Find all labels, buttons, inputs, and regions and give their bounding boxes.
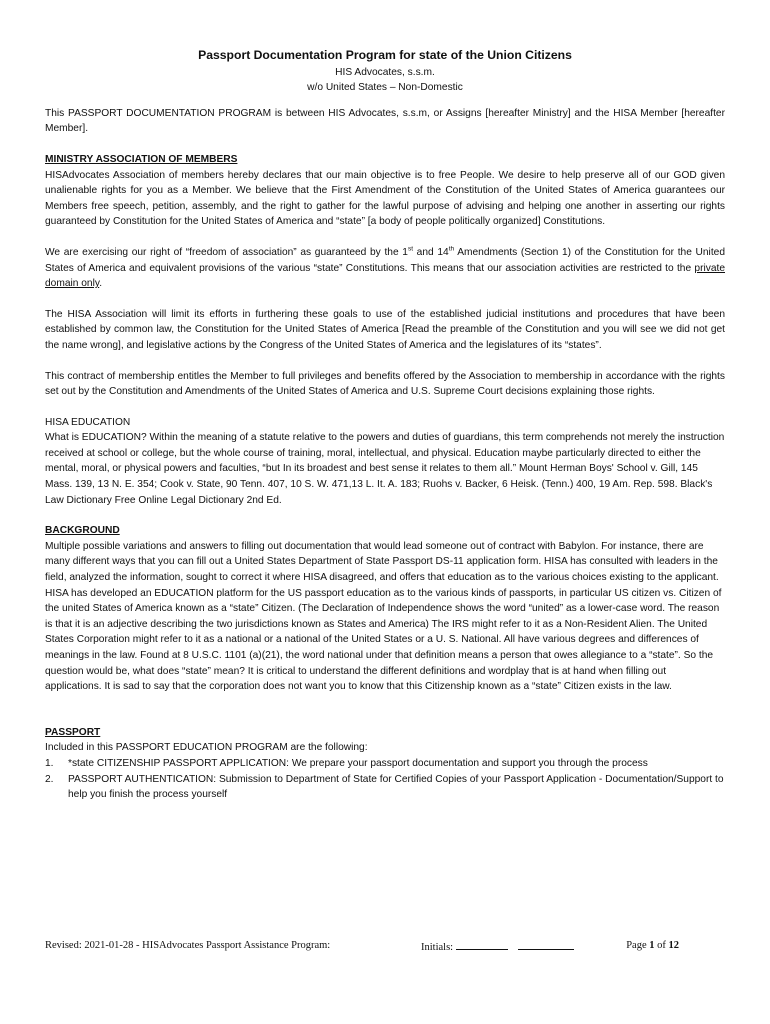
background-paragraph: Multiple possible variations and answers to filling out documentation that would lead someone out of contract with Babylon. For instance, there are many different ways that you can fill out a United States Department of State Passport DS-11 application form. HISA has consulted with leaders in the field, analyzed the information, sought to correct it where HISA disagreed, and offers that education as to the various choices existing to the applicant. HISA has developed an EDUCATION platform for the US passport education as to the various kinds of passports, in particular US citizen vs. Citizen of the united States of America known as a “state” Citizen. (The Declaration of Independence shows the word “united” as a lower-case word. The reason is that it is an adjective describing the two jurisdictions known as States and America) The IRS might refer to it as a Non-Resident Alien. The United States Corporation might refer to it as a national or a national of the United States or a U. S. National. All have various degrees and differences of meanings in the law. Found at 8 U.S.C. 1101 (a)(21), the word national under that definition means a person that owes allegiance to a “state”. So the question would be, what does “state” mean? It is critical to understand the different definitions and wordplay that is at hand when filling out applications. It is sad to say that the corporation does not want you to know that this Citizenship known as a “state” Citizen exists in the law. [45, 540, 722, 693]
education-heading: HISA EDUCATION [45, 416, 131, 428]
passport-heading: PASSPORT [45, 726, 101, 738]
background-heading: BACKGROUND [45, 525, 120, 537]
initials-field: Initials: [421, 940, 574, 953]
page-number: Page 1 of 12 [626, 940, 679, 951]
ministry-paragraph-3: The HISA Association will limit its efforts in furthering these goals to use of the established judicial institutions and procedures that have been established by common law, the Constitution for the United States of America [Read the preamble of the Constitution and you will see we did not get the name wrong], and legislative actions by the Congress of the United States of America and the legislatures of its “states”. [45, 308, 725, 351]
intro-paragraph: This PASSPORT DOCUMENTATION PROGRAM is between HIS Advocates, s.s.m, or Assigns [hereafter Ministry] and the HISA Member [hereafter Member]. [45, 107, 725, 135]
organization-jurisdiction: w/o United States – Non-Domestic [307, 82, 463, 94]
ministry-paragraph-1: HISAdvocates Association of members hereby declares that our main objective is to free People. We desire to help preserve all of our GOD given unalienable rights for you as a Member. We believe that the First Amendment of the Constitution of the United States of America guarantees our Members free speech, petition, assembly, and the right to gather for the lawful purpose of advising and helping one another in asserting our rights guaranteed by Constitution for the United States of America and “state” [a body of people politically organized] Constitutions. [45, 169, 725, 228]
document-title: Passport Documentation Program for state of the Union Citizens [198, 48, 572, 62]
private-domain-text: private domain only [45, 262, 725, 290]
list-item: 2. PASSPORT AUTHENTICATION: Submission to Department of State for Certified Copies of your Passport Application - Documentation/Support to help you finish the process yourself [45, 773, 724, 801]
passport-intro: Included in this PASSPORT EDUCATION PROGRAM are the following: [45, 742, 368, 754]
initials-blank-1[interactable] [456, 940, 508, 950]
initials-blank-2[interactable] [518, 940, 574, 950]
ministry-paragraph-2: We are exercising our right of “freedom of association” as guaranteed by the 1st and 14th Amendments (Section 1) of the Constitution for the United States of America and equivalent provisions of the various “state” Constitutions. This means that our association activities are restricted to the private domain only. [45, 245, 725, 290]
page-footer [45, 940, 725, 956]
education-paragraph: What is EDUCATION? Within the meaning of a statute relative to the powers and duties of guardians, this term comprehends not merely the instruction received at school or college, but the whole course of training, moral, intellectual, and physical. Education maybe particularly directed to either the mental, moral, or physical powers and faculties, “but In its broadest and best sense it relates to them all.” Mount Herman Boys' School v. Gill, 145 Mass. 139, 13 N. E. 354; Cook v. State, 90 Tenn. 407, 10 S. W. 471,13 L. It. A. 183; Ruohs v. Backer, 6 Heisk. (Tenn.) 400, 19 Am. Rep. 598. Black's Law Dictionary Free Online Legal Dictionary 2nd Ed. [45, 432, 725, 506]
list-item: 1. *state CITIZENSHIP PASSPORT APPLICATION: We prepare your passport documentation and support you through the process [45, 757, 648, 769]
ministry-heading: MINISTRY ASSOCIATION OF MEMBERS [45, 153, 238, 165]
organization-name: HIS Advocates, s.s.m. [335, 66, 435, 78]
passport-list [45, 756, 725, 803]
ministry-paragraph-4: This contract of membership entitles the Member to full privileges and benefits offered by the Association to membership in accordance with the rights set out by the Constitution and Amendments of the United States of America and U.S. Supreme Court decisions explaining those rights. [45, 370, 725, 398]
revision-note: Revised: 2021-01-28 - HISAdvocates Passport Assistance Program: [45, 940, 331, 951]
document-body [45, 48, 725, 803]
